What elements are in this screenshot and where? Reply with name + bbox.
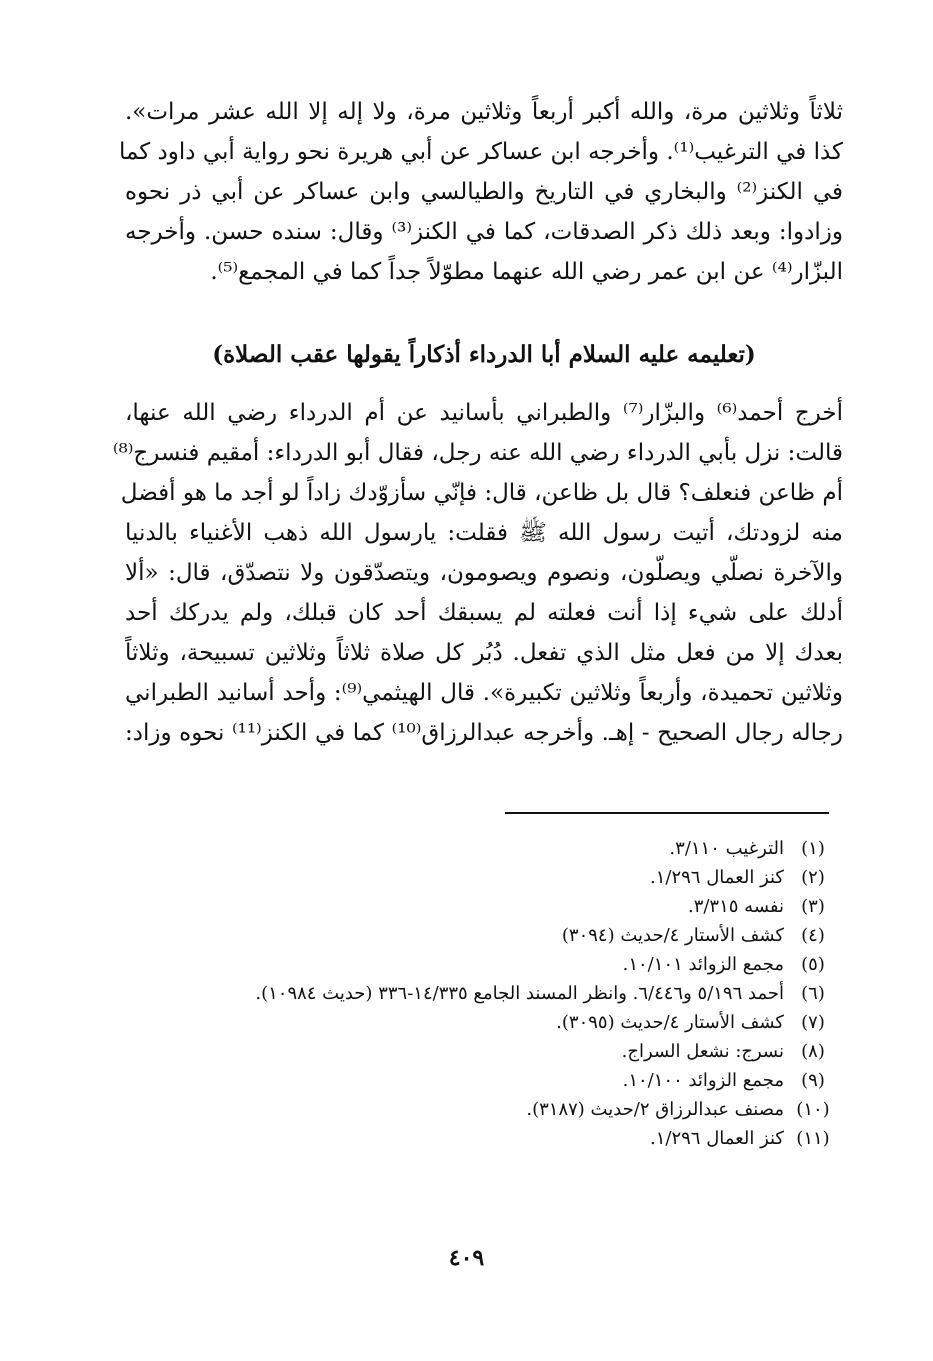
- footnote: [120, 863, 834, 892]
- footnotes: [120, 834, 834, 1153]
- text-line: قالت: نزل بأبي الدرداء رضي الله عنه رجل، فقال أبو الدرداء: أمقيم فنسرج⁽⁸⁾: [112, 440, 843, 466]
- footnote: [120, 1066, 834, 1095]
- body-text-top: [118, 92, 843, 292]
- footnote-number: (١٠): [796, 1099, 830, 1120]
- footnote: [120, 834, 834, 863]
- text-line: بعدك إلا من فعل مثل الذي تفعل. دُبُر كل صلاة ثلاثاً وثلاثين تسبيحة، وثلاثاً: [125, 640, 843, 666]
- footnote: [120, 979, 834, 1008]
- footnote: [120, 1008, 834, 1037]
- footnote: [120, 1037, 834, 1066]
- text-line: والآخرة نصلّي ويصلّون، ونصوم ويصومون، ويتصدّقون ولا نتصدّق، قال: «ألا: [125, 560, 843, 586]
- text-line: وزادوا: وبعد ذلك ذكر الصدقات، كما في الكنز⁽³⁾ وقال: سنده حسن. وأخرجه: [125, 219, 843, 245]
- footnote-text: كشف الأستار ٤/حديث (٣٠٩٤): [561, 925, 784, 946]
- footnote: [120, 950, 834, 979]
- footnote-text: كنز العمال ١/٢٩٦.: [650, 867, 784, 888]
- footnote-text: كنز العمال ١/٢٩٦.: [650, 1128, 784, 1149]
- text-line: كذا في الترغيب⁽¹⁾. وأخرجه ابن عساكر عن أبي هريرة نحو رواية أبي داود كما: [118, 139, 843, 165]
- body-text-main: [112, 393, 843, 753]
- footnote: [120, 1124, 834, 1153]
- footnote-number: (٦): [801, 983, 825, 1004]
- page-number: ٤٠٩: [448, 1245, 485, 1271]
- footnote-number: (٩): [801, 1070, 825, 1091]
- footnote-text: أحمد ٥/١٩٦ و٦/٤٤٦. وانظر المسند الجامع ١٤/٣٣٥-٣٣٦ (حديث ١٠٩٨٤).: [255, 983, 784, 1004]
- text-line: في الكنز⁽²⁾ والبخاري في التاريخ والطيالسي وابن عساكر عن أبي ذر نحوه: [125, 179, 843, 205]
- footnote: [120, 892, 834, 921]
- footnote-number: (٤): [801, 925, 825, 946]
- footnote-number: (٧): [801, 1012, 825, 1033]
- footnote-text: مجمع الزوائد ١٠/١٠١.: [622, 954, 784, 975]
- footnote-separator: [505, 812, 829, 814]
- text-line: رجاله رجال الصحيح - إهـ. وأخرجه عبدالرزاق⁽¹⁰⁾ كما في الكنز⁽¹¹⁾ نحوه وزاد:: [125, 720, 843, 746]
- footnote-text: نسرج: نشعل السراج.: [621, 1041, 784, 1062]
- text-line: ثلاثاً وثلاثين مرة، والله أكبر أربعاً وثلاثين مرة، ولا إله إلا الله عشر مرات».: [125, 99, 843, 125]
- text-line: وثلاثين تحميدة، وأربعاً وثلاثين تكبيرة». قال الهيثمي⁽⁹⁾: وأحد أسانيد الطبراني: [125, 680, 843, 706]
- footnote: [120, 1095, 834, 1124]
- footnote: [120, 921, 834, 950]
- text-line: منه لزودتك، أتيت رسول الله ﷺ فقلت: يارسول الله ذهب الأغنياء بالدنيا: [125, 520, 843, 546]
- footnote-text: الترغيب ٣/١١٠.: [669, 838, 784, 859]
- footnote-number: (١١): [796, 1128, 830, 1149]
- text-line: أم ظاعن فنعلف؟ قال بل ظاعن، قال: فإنّي سأزوّدك زاداً لو أجد ما هو أفضل: [120, 480, 843, 506]
- footnote-number: (٨): [801, 1041, 825, 1062]
- text-line: أخرج أحمد⁽⁶⁾ والبزّار⁽⁷⁾ والطبراني بأسانيد عن أم الدرداء رضي الله عنها،: [125, 400, 843, 426]
- text-line: البزّار⁽⁴⁾ عن ابن عمر رضي الله عنهما مطوّلاً جداً كما في المجمع⁽⁵⁾.: [210, 259, 843, 285]
- footnote-number: (٣): [801, 896, 825, 917]
- footnote-number: (١): [801, 838, 825, 859]
- footnote-number: (٢): [801, 867, 825, 888]
- footnote-text: مصنف عبدالرزاق ٢/حديث (٣١٨٧).: [526, 1099, 784, 1120]
- section-heading: (تعليمه عليه السلام أبا الدرداء أذكاراً يقولها عقب الصلاة): [212, 341, 756, 368]
- footnote-text: كشف الأستار ٤/حديث (٣٠٩٥).: [556, 1012, 784, 1033]
- footnote-number: (٥): [801, 954, 825, 975]
- footnote-text: نفسه ٣/٣١٥.: [687, 896, 784, 917]
- text-line: أدلك على شيء إذا أنت فعلته لم يسبقك أحد كان قبلك، ولم يدركك أحد: [125, 600, 843, 626]
- footnote-text: مجمع الزوائد ١٠/١٠٠.: [622, 1070, 784, 1091]
